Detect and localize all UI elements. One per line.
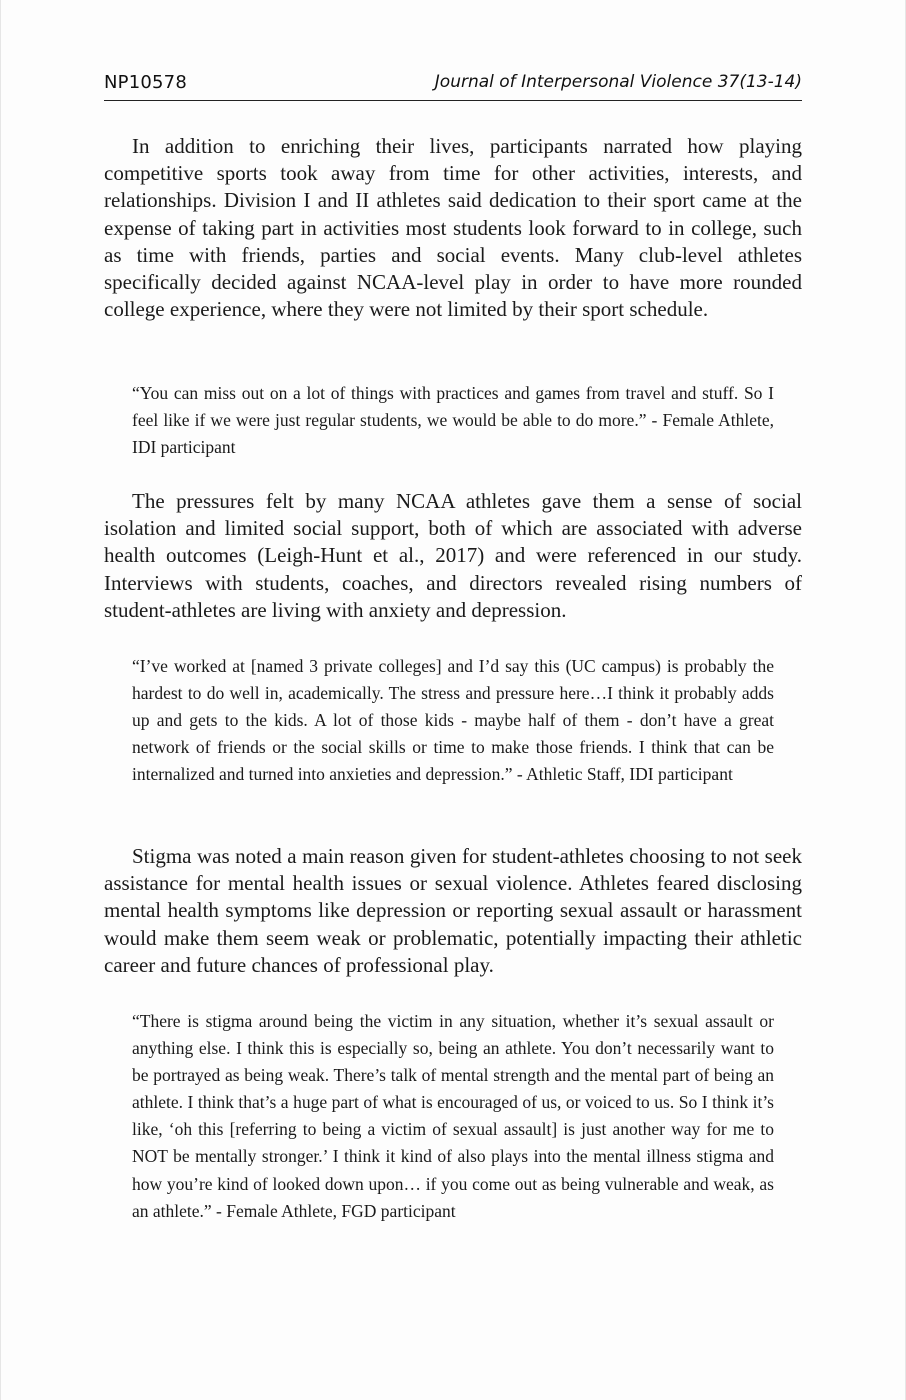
page-identifier: NP10578 — [104, 72, 187, 93]
block-quote-3: “There is stigma around being the victim in any situation, whether it’s sexual assault or anything else. I think this is especially so, being an athlete. You don’t necessarily want to be portrayed as being weak. There’s talk of mental strength and the mental part of being an athlete. I think that’s a huge part of what is encouraged of us, or voiced to us. So I think it’s like, ‘oh this [referring to being a victim of sexual assault] is just another way for me to NOT be mentally stronger.’ I think it kind of also plays into the mental illness stigma and how you’re kind of looked down upon… if you come out as being vulnerable and weak, as an athlete.” - Female Athlete, FGD participant — [132, 1011, 774, 1221]
journal-citation: Journal of Interpersonal Violence 37(13-14) — [434, 72, 802, 92]
block-quote-1: “You can miss out on a lot of things with practices and games from travel and stuff. So I feel like if we were just regular students, we would be able to do more.” - Female Athlete, IDI participant — [132, 383, 774, 458]
body-paragraph-2: The pressures felt by many NCAA athletes gave them a sense of social isolation and limited social support, both of which are associated with adverse health outcomes (Leigh-Hunt et al., 2017) and were referenced in our study. Interviews with students, coaches, and directors revealed rising numbers of student-athletes are living with anxiety and depression. — [104, 489, 802, 622]
block-quote-2: “I’ve worked at [named 3 private colleges] and I’d say this (UC campus) is probably the hardest to do well in, academically. The stress and pressure here…I think it probably adds up and gets to the kids. A lot of those kids - maybe half of them - don’t have a great network of friends or the social skills or time to make those friends. I think that can be internalized and turned into anxieties and depression.” - Athletic Staff, IDI participant — [132, 656, 774, 785]
running-header — [104, 70, 802, 101]
body-paragraph-1: In addition to enriching their lives, participants narrated how playing competitive sports took away from time for other activities, interests, and relationships. Division I and II athletes said dedication to their sport came at the expense of taking part in activities most students look forward to in college, such as time with friends, parties and social events. Many club-level athletes specifically decided against NCAA-level play in order to have more rounded college experience, where they were not limited by their sport schedule. — [104, 134, 802, 322]
body-paragraph-3: Stigma was noted a main reason given for student-athletes choosing to not seek assistance for mental health issues or sexual violence. Athletes feared disclosing mental health symptoms like depression or reporting sexual assault or harassment would make them seem weak or problematic, potentially impacting their athletic career and future chances of professional play. — [104, 844, 802, 977]
